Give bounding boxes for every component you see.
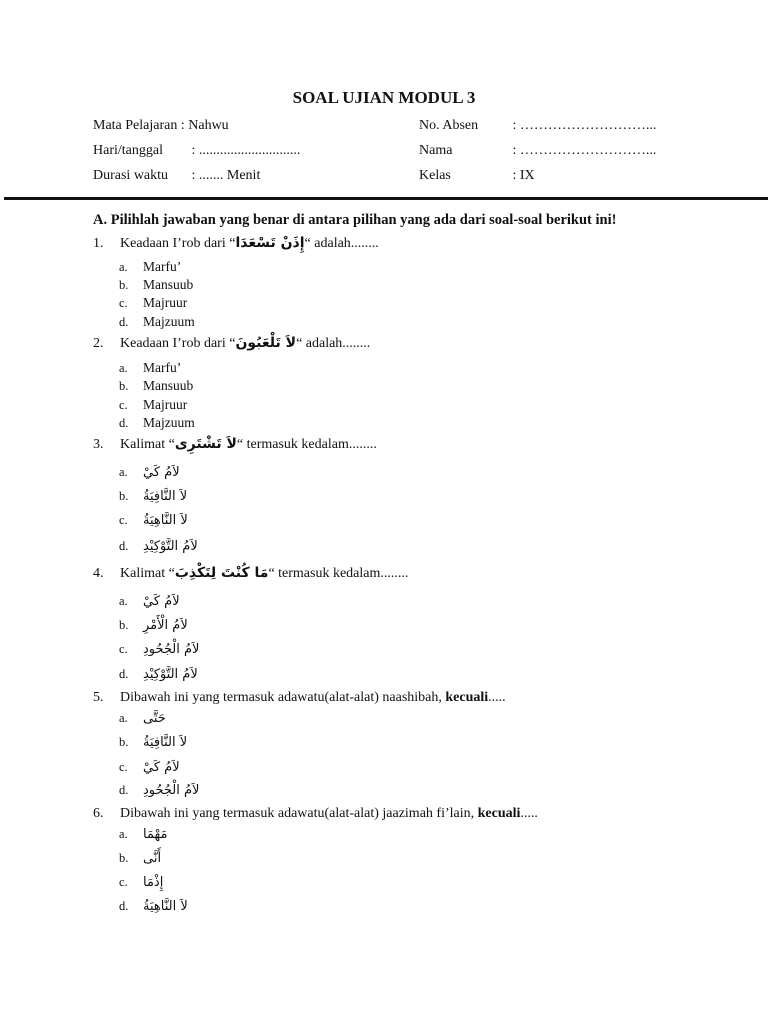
option-letter: c. xyxy=(119,760,128,774)
option-arabic: أَنَّى xyxy=(143,851,162,866)
question-number: 5. xyxy=(93,690,104,705)
option-text: Marfu’ xyxy=(143,259,182,274)
option xyxy=(119,666,198,682)
question-text-end: ..... xyxy=(520,806,538,821)
option-letter: b. xyxy=(119,379,129,393)
option-arabic: لاَمُ التَّوْكِيْدِ xyxy=(143,667,198,682)
option-letter: d. xyxy=(119,899,129,913)
option-text: Majruur xyxy=(143,397,188,412)
option-arabic: لاَمُ كَيْ xyxy=(143,594,180,609)
question-text-end: “ termasuk kedalam........ xyxy=(268,566,409,581)
option-letter: b. xyxy=(119,489,129,503)
question-arabic: لاَ تَلْعَبُونَ xyxy=(235,335,297,351)
option xyxy=(119,277,193,293)
info-label: Mata Pelajaran xyxy=(93,118,178,133)
option-letter: b. xyxy=(119,735,129,749)
option-arabic: لاَمُ الْأَمْرِ xyxy=(143,618,188,633)
info-label: No. Absen xyxy=(419,118,479,133)
option-text: Marfu’ xyxy=(143,360,182,375)
option-arabic: لاَ النَّافِيَةُ xyxy=(143,735,188,750)
option xyxy=(119,378,193,394)
option-text: Majruur xyxy=(143,295,188,310)
option xyxy=(119,898,188,914)
option-letter: d. xyxy=(119,416,129,430)
option-arabic: إِذْمَا xyxy=(143,875,164,890)
question-arabic: إِذَنْ تَسْعَدَا xyxy=(235,235,305,251)
option-letter: a. xyxy=(119,594,128,608)
option xyxy=(119,415,195,431)
option xyxy=(119,314,195,330)
option-letter: d. xyxy=(119,783,129,797)
option-arabic: لاَ النَّافِيَةُ xyxy=(143,489,188,504)
info-label: Nama xyxy=(419,143,453,158)
option-arabic: لاَ النَّاهِيَةُ xyxy=(143,899,188,914)
option xyxy=(119,464,180,480)
option-text: Majzuum xyxy=(143,415,195,430)
option-arabic: مَهْمَا xyxy=(143,827,168,842)
option-letter: a. xyxy=(119,827,128,841)
question xyxy=(93,436,377,453)
question xyxy=(93,335,370,352)
option-letter: b. xyxy=(119,851,129,865)
info-absen xyxy=(419,118,656,134)
info-value: : ………………………... xyxy=(512,143,657,158)
page-title: SOAL UJIAN MODUL 3 xyxy=(292,88,476,107)
option-letter: d. xyxy=(119,315,129,329)
info-value: : Nahwu xyxy=(180,118,229,133)
option xyxy=(119,488,187,504)
info-class xyxy=(419,168,535,184)
question-text: Dibawah ini yang termasuk adawatu(alat-alat) naashibah, xyxy=(120,690,446,705)
question-text-end: “ termasuk kedalam........ xyxy=(236,437,377,452)
question xyxy=(93,565,408,582)
option-arabic: لاَمُ الْجُحُودِ xyxy=(143,642,200,657)
question-text-end: “ adalah........ xyxy=(296,336,371,351)
option-letter: c. xyxy=(119,642,128,656)
option-text: Majzuum xyxy=(143,314,195,329)
option-arabic: لاَمُ الْجُحُودِ xyxy=(143,783,200,798)
option xyxy=(119,850,161,866)
option xyxy=(119,259,181,275)
info-duration xyxy=(93,168,260,184)
option xyxy=(119,759,180,775)
option-arabic: لاَ النَّاهِيَةُ xyxy=(143,513,188,528)
option xyxy=(119,617,188,633)
info-label: Kelas xyxy=(419,168,451,183)
option xyxy=(119,710,166,726)
option-letter: c. xyxy=(119,398,128,412)
question-number: 1. xyxy=(93,236,104,251)
info-value: : ....... Menit xyxy=(191,168,261,183)
divider xyxy=(4,197,768,200)
option xyxy=(119,826,167,842)
option-letter: c. xyxy=(119,875,128,889)
info-value: : ............................. xyxy=(191,143,301,158)
option-text: Mansuub xyxy=(143,277,194,292)
option-letter: c. xyxy=(119,513,128,527)
option-arabic: حَتَّى xyxy=(143,711,166,726)
info-value: : ………………………... xyxy=(512,118,657,133)
question-text: Keadaan I’rob dari “ xyxy=(120,336,236,351)
question-number: 2. xyxy=(93,336,104,351)
question-text-end: ..... xyxy=(488,690,506,705)
option-letter: d. xyxy=(119,539,129,553)
info-date xyxy=(93,143,300,159)
question-arabic: مَا كُنْتَ لِتَكْذِبَ xyxy=(174,565,269,581)
option xyxy=(119,593,180,609)
option-letter: a. xyxy=(119,465,128,479)
option-letter: a. xyxy=(119,711,128,725)
question-text: Kalimat “ xyxy=(120,437,175,452)
info-label: Hari/tanggal xyxy=(93,143,163,158)
question-number: 3. xyxy=(93,437,104,452)
question xyxy=(93,806,538,822)
question-number: 6. xyxy=(93,806,104,821)
info-name xyxy=(419,143,656,159)
option xyxy=(119,512,188,528)
option-arabic: لاَمُ كَيْ xyxy=(143,465,180,480)
option-letter: b. xyxy=(119,278,129,292)
question-emphasis: kecuali xyxy=(477,806,521,821)
option-letter: c. xyxy=(119,296,128,310)
option xyxy=(119,734,187,750)
option xyxy=(119,538,198,554)
option-letter: a. xyxy=(119,361,128,375)
question xyxy=(93,235,379,252)
question-arabic: لاَ تَشْتَرِى xyxy=(174,436,237,452)
question-text: Kalimat “ xyxy=(120,566,175,581)
question-text-end: “ adalah........ xyxy=(304,236,379,251)
option-letter: d. xyxy=(119,667,129,681)
info-subject xyxy=(93,118,229,134)
question xyxy=(93,690,506,706)
info-value: : IX xyxy=(512,168,535,183)
option-letter: b. xyxy=(119,618,129,632)
option xyxy=(119,641,199,657)
question-emphasis: kecuali xyxy=(445,690,489,705)
option xyxy=(119,782,199,798)
question-text: Dibawah ini yang termasuk adawatu(alat-alat) jaazimah fi’lain, xyxy=(120,806,478,821)
question-text: Keadaan I’rob dari “ xyxy=(120,236,236,251)
option xyxy=(119,874,163,890)
info-label: Durasi waktu xyxy=(93,168,169,183)
option xyxy=(119,397,187,413)
section-instruction: A. Pilihlah jawaban yang benar di antara pilihan yang ada dari soal-soal berikut ini! xyxy=(93,212,617,228)
option-arabic: لاَمُ التَّوْكِيْدِ xyxy=(143,539,198,554)
question-number: 4. xyxy=(93,566,104,581)
option-text: Mansuub xyxy=(143,378,194,393)
option-arabic: لاَمُ كَيْ xyxy=(143,760,180,775)
option-letter: a. xyxy=(119,260,128,274)
option xyxy=(119,295,187,311)
option xyxy=(119,360,181,376)
